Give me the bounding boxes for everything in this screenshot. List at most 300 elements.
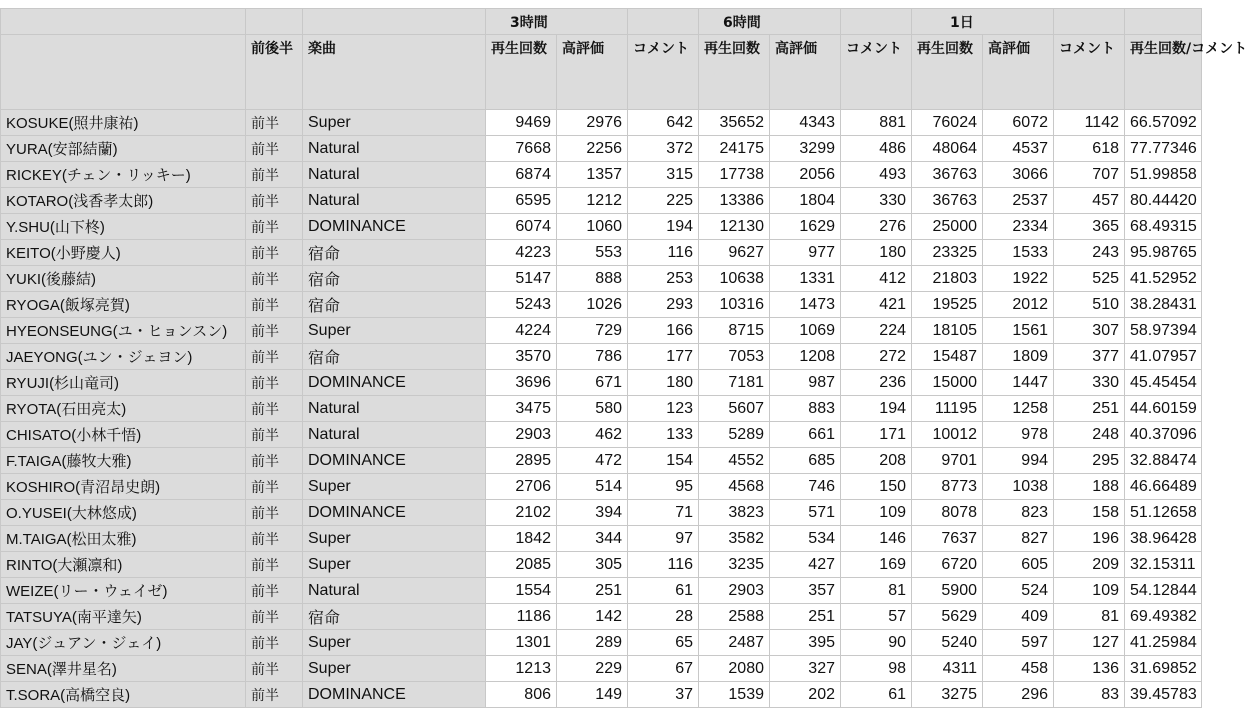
header-likes-1d[interactable]: 高評価 (983, 35, 1054, 110)
cell-likes-6h[interactable]: 977 (770, 240, 841, 266)
header-cell-blank[interactable] (1125, 9, 1202, 35)
cell-plays-per-comment[interactable]: 51.99858 (1125, 162, 1202, 188)
cell-likes-3h[interactable]: 1060 (557, 214, 628, 240)
cell-song[interactable]: Natural (303, 422, 486, 448)
cell-half[interactable]: 前半 (246, 604, 303, 630)
cell-member-name[interactable]: M.TAIGA(松田太雅) (1, 526, 246, 552)
cell-plays-3h[interactable]: 7668 (486, 136, 557, 162)
cell-plays-6h[interactable]: 10316 (699, 292, 770, 318)
cell-plays-1d[interactable]: 11195 (912, 396, 983, 422)
cell-plays-1d[interactable]: 15000 (912, 370, 983, 396)
cell-comments-3h[interactable]: 194 (628, 214, 699, 240)
cell-plays-per-comment[interactable]: 32.88474 (1125, 448, 1202, 474)
cell-likes-1d[interactable]: 409 (983, 604, 1054, 630)
cell-plays-per-comment[interactable]: 68.49315 (1125, 214, 1202, 240)
cell-likes-1d[interactable]: 1922 (983, 266, 1054, 292)
cell-comments-3h[interactable]: 28 (628, 604, 699, 630)
cell-plays-per-comment[interactable]: 32.15311 (1125, 552, 1202, 578)
cell-comments-6h[interactable]: 98 (841, 656, 912, 682)
cell-plays-6h[interactable]: 3823 (699, 500, 770, 526)
cell-comments-1d[interactable]: 510 (1054, 292, 1125, 318)
cell-plays-6h[interactable]: 13386 (699, 188, 770, 214)
cell-comments-3h[interactable]: 166 (628, 318, 699, 344)
cell-comments-6h[interactable]: 272 (841, 344, 912, 370)
cell-half[interactable]: 前半 (246, 214, 303, 240)
cell-likes-3h[interactable]: 305 (557, 552, 628, 578)
cell-plays-6h[interactable]: 2903 (699, 578, 770, 604)
cell-plays-3h[interactable]: 2895 (486, 448, 557, 474)
cell-likes-3h[interactable]: 786 (557, 344, 628, 370)
cell-likes-1d[interactable]: 6072 (983, 110, 1054, 136)
cell-plays-3h[interactable]: 2903 (486, 422, 557, 448)
cell-plays-per-comment[interactable]: 41.25984 (1125, 630, 1202, 656)
cell-likes-6h[interactable]: 661 (770, 422, 841, 448)
cell-comments-6h[interactable]: 169 (841, 552, 912, 578)
cell-comments-1d[interactable]: 618 (1054, 136, 1125, 162)
cell-plays-1d[interactable]: 4311 (912, 656, 983, 682)
cell-plays-6h[interactable]: 3582 (699, 526, 770, 552)
cell-half[interactable]: 前半 (246, 578, 303, 604)
header-plays-6h[interactable]: 再生回数 (699, 35, 770, 110)
cell-member-name[interactable]: RYOGA(飯塚亮賀) (1, 292, 246, 318)
cell-half[interactable]: 前半 (246, 526, 303, 552)
cell-likes-1d[interactable]: 1258 (983, 396, 1054, 422)
header-plays-3h[interactable]: 再生回数 (486, 35, 557, 110)
cell-comments-3h[interactable]: 116 (628, 552, 699, 578)
cell-likes-3h[interactable]: 553 (557, 240, 628, 266)
cell-song[interactable]: DOMINANCE (303, 682, 486, 708)
cell-likes-6h[interactable]: 571 (770, 500, 841, 526)
cell-comments-3h[interactable]: 61 (628, 578, 699, 604)
cell-plays-6h[interactable]: 5607 (699, 396, 770, 422)
cell-comments-1d[interactable]: 525 (1054, 266, 1125, 292)
cell-likes-3h[interactable]: 580 (557, 396, 628, 422)
cell-comments-3h[interactable]: 372 (628, 136, 699, 162)
cell-song[interactable]: Super (303, 630, 486, 656)
cell-likes-6h[interactable]: 1804 (770, 188, 841, 214)
cell-member-name[interactable]: YUKI(後藤結) (1, 266, 246, 292)
cell-song[interactable]: Super (303, 552, 486, 578)
cell-likes-3h[interactable]: 462 (557, 422, 628, 448)
cell-member-name[interactable]: RINTO(大瀬凛和) (1, 552, 246, 578)
cell-comments-1d[interactable]: 127 (1054, 630, 1125, 656)
cell-comments-6h[interactable]: 146 (841, 526, 912, 552)
cell-comments-6h[interactable]: 109 (841, 500, 912, 526)
cell-plays-1d[interactable]: 8078 (912, 500, 983, 526)
cell-likes-6h[interactable]: 534 (770, 526, 841, 552)
cell-comments-3h[interactable]: 37 (628, 682, 699, 708)
cell-comments-1d[interactable]: 209 (1054, 552, 1125, 578)
cell-plays-3h[interactable]: 1186 (486, 604, 557, 630)
cell-plays-1d[interactable]: 36763 (912, 188, 983, 214)
cell-likes-6h[interactable]: 1629 (770, 214, 841, 240)
cell-song[interactable]: Natural (303, 578, 486, 604)
cell-half[interactable]: 前半 (246, 370, 303, 396)
cell-member-name[interactable]: KOSHIRO(青沼昂史朗) (1, 474, 246, 500)
cell-plays-1d[interactable]: 23325 (912, 240, 983, 266)
cell-plays-per-comment[interactable]: 41.52952 (1125, 266, 1202, 292)
cell-comments-1d[interactable]: 243 (1054, 240, 1125, 266)
cell-likes-1d[interactable]: 1447 (983, 370, 1054, 396)
cell-plays-3h[interactable]: 806 (486, 682, 557, 708)
cell-plays-per-comment[interactable]: 54.12844 (1125, 578, 1202, 604)
cell-likes-3h[interactable]: 229 (557, 656, 628, 682)
cell-comments-1d[interactable]: 136 (1054, 656, 1125, 682)
cell-plays-6h[interactable]: 8715 (699, 318, 770, 344)
cell-plays-1d[interactable]: 21803 (912, 266, 983, 292)
cell-comments-6h[interactable]: 61 (841, 682, 912, 708)
cell-comments-6h[interactable]: 57 (841, 604, 912, 630)
cell-half[interactable]: 前半 (246, 474, 303, 500)
cell-half[interactable]: 前半 (246, 162, 303, 188)
cell-plays-3h[interactable]: 4224 (486, 318, 557, 344)
cell-likes-1d[interactable]: 4537 (983, 136, 1054, 162)
cell-member-name[interactable]: RYUJI(杉山竜司) (1, 370, 246, 396)
cell-likes-6h[interactable]: 251 (770, 604, 841, 630)
cell-comments-1d[interactable]: 295 (1054, 448, 1125, 474)
header-comments-6h[interactable]: コメント (841, 35, 912, 110)
cell-comments-1d[interactable]: 377 (1054, 344, 1125, 370)
cell-half[interactable]: 前半 (246, 188, 303, 214)
cell-plays-per-comment[interactable]: 44.60159 (1125, 396, 1202, 422)
cell-plays-per-comment[interactable]: 40.37096 (1125, 422, 1202, 448)
cell-comments-6h[interactable]: 236 (841, 370, 912, 396)
cell-half[interactable]: 前半 (246, 682, 303, 708)
cell-plays-6h[interactable]: 24175 (699, 136, 770, 162)
cell-half[interactable]: 前半 (246, 500, 303, 526)
cell-likes-1d[interactable]: 605 (983, 552, 1054, 578)
cell-likes-3h[interactable]: 251 (557, 578, 628, 604)
cell-member-name[interactable]: KOTARO(浅香孝太郎) (1, 188, 246, 214)
cell-plays-1d[interactable]: 5629 (912, 604, 983, 630)
cell-comments-3h[interactable]: 97 (628, 526, 699, 552)
cell-likes-6h[interactable]: 1473 (770, 292, 841, 318)
cell-comments-1d[interactable]: 109 (1054, 578, 1125, 604)
cell-member-name[interactable]: F.TAIGA(藤牧大雅) (1, 448, 246, 474)
cell-plays-3h[interactable]: 6874 (486, 162, 557, 188)
cell-likes-6h[interactable]: 427 (770, 552, 841, 578)
cell-plays-per-comment[interactable]: 31.69852 (1125, 656, 1202, 682)
header-cell-blank[interactable] (1054, 9, 1125, 35)
cell-half[interactable]: 前半 (246, 656, 303, 682)
cell-comments-1d[interactable]: 1142 (1054, 110, 1125, 136)
cell-likes-3h[interactable]: 344 (557, 526, 628, 552)
cell-song[interactable]: Natural (303, 396, 486, 422)
cell-member-name[interactable]: JAY(ジュアン・ジェイ) (1, 630, 246, 656)
cell-comments-3h[interactable]: 225 (628, 188, 699, 214)
cell-comments-6h[interactable]: 881 (841, 110, 912, 136)
header-likes-6h[interactable]: 高評価 (770, 35, 841, 110)
cell-comments-6h[interactable]: 224 (841, 318, 912, 344)
cell-member-name[interactable]: TATSUYA(南平達矢) (1, 604, 246, 630)
cell-song[interactable]: Natural (303, 136, 486, 162)
cell-plays-6h[interactable]: 2080 (699, 656, 770, 682)
cell-song[interactable]: 宿命 (303, 292, 486, 318)
cell-plays-1d[interactable]: 5900 (912, 578, 983, 604)
cell-plays-3h[interactable]: 3696 (486, 370, 557, 396)
cell-comments-6h[interactable]: 412 (841, 266, 912, 292)
header-cell-blank[interactable] (246, 9, 303, 35)
group-header-1d[interactable]: 1日 (912, 9, 1054, 35)
cell-plays-6h[interactable]: 3235 (699, 552, 770, 578)
cell-plays-per-comment[interactable]: 38.96428 (1125, 526, 1202, 552)
cell-member-name[interactable]: O.YUSEI(大林悠成) (1, 500, 246, 526)
cell-song[interactable]: DOMINANCE (303, 448, 486, 474)
cell-song[interactable]: Natural (303, 162, 486, 188)
cell-comments-6h[interactable]: 150 (841, 474, 912, 500)
cell-plays-6h[interactable]: 4552 (699, 448, 770, 474)
cell-plays-6h[interactable]: 35652 (699, 110, 770, 136)
cell-plays-1d[interactable]: 7637 (912, 526, 983, 552)
cell-member-name[interactable]: YURA(安部結蘭) (1, 136, 246, 162)
cell-song[interactable]: Super (303, 526, 486, 552)
cell-likes-3h[interactable]: 1357 (557, 162, 628, 188)
cell-plays-per-comment[interactable]: 80.44420 (1125, 188, 1202, 214)
cell-comments-1d[interactable]: 81 (1054, 604, 1125, 630)
cell-song[interactable]: DOMINANCE (303, 214, 486, 240)
cell-comments-1d[interactable]: 83 (1054, 682, 1125, 708)
cell-likes-6h[interactable]: 1069 (770, 318, 841, 344)
header-plays-1d[interactable]: 再生回数 (912, 35, 983, 110)
cell-song[interactable]: Natural (303, 188, 486, 214)
cell-likes-1d[interactable]: 1533 (983, 240, 1054, 266)
cell-plays-1d[interactable]: 8773 (912, 474, 983, 500)
header-plays-per-comment[interactable]: 再生回数/コメント (1125, 35, 1202, 110)
cell-likes-6h[interactable]: 1331 (770, 266, 841, 292)
cell-comments-6h[interactable]: 90 (841, 630, 912, 656)
cell-likes-6h[interactable]: 746 (770, 474, 841, 500)
cell-half[interactable]: 前半 (246, 240, 303, 266)
cell-half[interactable]: 前半 (246, 136, 303, 162)
cell-likes-3h[interactable]: 2256 (557, 136, 628, 162)
cell-plays-3h[interactable]: 6595 (486, 188, 557, 214)
header-comments-3h[interactable]: コメント (628, 35, 699, 110)
cell-plays-3h[interactable]: 6074 (486, 214, 557, 240)
cell-likes-6h[interactable]: 685 (770, 448, 841, 474)
cell-comments-3h[interactable]: 95 (628, 474, 699, 500)
cell-plays-per-comment[interactable]: 38.28431 (1125, 292, 1202, 318)
cell-half[interactable]: 前半 (246, 110, 303, 136)
cell-song[interactable]: 宿命 (303, 240, 486, 266)
cell-likes-6h[interactable]: 4343 (770, 110, 841, 136)
cell-comments-6h[interactable]: 330 (841, 188, 912, 214)
cell-plays-1d[interactable]: 10012 (912, 422, 983, 448)
cell-comments-1d[interactable]: 457 (1054, 188, 1125, 214)
cell-plays-6h[interactable]: 2487 (699, 630, 770, 656)
cell-likes-1d[interactable]: 823 (983, 500, 1054, 526)
header-song[interactable]: 楽曲 (303, 35, 486, 110)
cell-plays-3h[interactable]: 2706 (486, 474, 557, 500)
cell-member-name[interactable]: KEITO(小野慶人) (1, 240, 246, 266)
cell-plays-per-comment[interactable]: 45.45454 (1125, 370, 1202, 396)
cell-plays-6h[interactable]: 1539 (699, 682, 770, 708)
cell-plays-per-comment[interactable]: 69.49382 (1125, 604, 1202, 630)
cell-song[interactable]: DOMINANCE (303, 500, 486, 526)
cell-likes-6h[interactable]: 327 (770, 656, 841, 682)
cell-likes-6h[interactable]: 883 (770, 396, 841, 422)
cell-plays-6h[interactable]: 12130 (699, 214, 770, 240)
header-cell-name[interactable] (1, 35, 246, 110)
cell-likes-3h[interactable]: 1026 (557, 292, 628, 318)
cell-likes-3h[interactable]: 671 (557, 370, 628, 396)
cell-likes-6h[interactable]: 987 (770, 370, 841, 396)
cell-comments-6h[interactable]: 208 (841, 448, 912, 474)
cell-member-name[interactable]: T.SORA(高橋空良) (1, 682, 246, 708)
cell-likes-3h[interactable]: 149 (557, 682, 628, 708)
cell-likes-3h[interactable]: 394 (557, 500, 628, 526)
cell-likes-6h[interactable]: 357 (770, 578, 841, 604)
cell-comments-6h[interactable]: 493 (841, 162, 912, 188)
corner-cell[interactable] (1, 9, 246, 35)
cell-plays-3h[interactable]: 5147 (486, 266, 557, 292)
cell-plays-6h[interactable]: 10638 (699, 266, 770, 292)
cell-plays-3h[interactable]: 3570 (486, 344, 557, 370)
cell-plays-3h[interactable]: 4223 (486, 240, 557, 266)
cell-plays-3h[interactable]: 1213 (486, 656, 557, 682)
cell-comments-6h[interactable]: 81 (841, 578, 912, 604)
cell-member-name[interactable]: JAEYONG(ユン・ジェヨン) (1, 344, 246, 370)
cell-half[interactable]: 前半 (246, 344, 303, 370)
cell-half[interactable]: 前半 (246, 422, 303, 448)
cell-member-name[interactable]: SENA(澤井星名) (1, 656, 246, 682)
cell-comments-3h[interactable]: 116 (628, 240, 699, 266)
cell-song[interactable]: Super (303, 474, 486, 500)
cell-likes-3h[interactable]: 142 (557, 604, 628, 630)
cell-plays-6h[interactable]: 7053 (699, 344, 770, 370)
cell-comments-6h[interactable]: 276 (841, 214, 912, 240)
cell-member-name[interactable]: KOSUKE(照井康祐) (1, 110, 246, 136)
header-cell-blank[interactable] (841, 9, 912, 35)
cell-song[interactable]: DOMINANCE (303, 370, 486, 396)
cell-plays-6h[interactable]: 5289 (699, 422, 770, 448)
cell-member-name[interactable]: CHISATO(小林千悟) (1, 422, 246, 448)
cell-comments-3h[interactable]: 180 (628, 370, 699, 396)
cell-member-name[interactable]: RICKEY(チェン・リッキー) (1, 162, 246, 188)
cell-comments-1d[interactable]: 365 (1054, 214, 1125, 240)
cell-plays-3h[interactable]: 1301 (486, 630, 557, 656)
cell-likes-1d[interactable]: 458 (983, 656, 1054, 682)
cell-likes-1d[interactable]: 1561 (983, 318, 1054, 344)
cell-comments-6h[interactable]: 486 (841, 136, 912, 162)
cell-plays-6h[interactable]: 4568 (699, 474, 770, 500)
group-header-3h[interactable]: 3時間 (486, 9, 628, 35)
cell-likes-3h[interactable]: 729 (557, 318, 628, 344)
cell-likes-3h[interactable]: 289 (557, 630, 628, 656)
cell-comments-3h[interactable]: 133 (628, 422, 699, 448)
cell-likes-3h[interactable]: 472 (557, 448, 628, 474)
cell-half[interactable]: 前半 (246, 292, 303, 318)
cell-plays-1d[interactable]: 6720 (912, 552, 983, 578)
cell-plays-1d[interactable]: 3275 (912, 682, 983, 708)
cell-likes-3h[interactable]: 888 (557, 266, 628, 292)
cell-likes-6h[interactable]: 202 (770, 682, 841, 708)
cell-plays-per-comment[interactable]: 51.12658 (1125, 500, 1202, 526)
cell-member-name[interactable]: WEIZE(リー・ウェイゼ) (1, 578, 246, 604)
cell-likes-6h[interactable]: 3299 (770, 136, 841, 162)
cell-comments-3h[interactable]: 253 (628, 266, 699, 292)
cell-comments-3h[interactable]: 65 (628, 630, 699, 656)
cell-plays-per-comment[interactable]: 46.66489 (1125, 474, 1202, 500)
cell-comments-3h[interactable]: 177 (628, 344, 699, 370)
cell-comments-1d[interactable]: 707 (1054, 162, 1125, 188)
cell-plays-6h[interactable]: 9627 (699, 240, 770, 266)
cell-plays-1d[interactable]: 15487 (912, 344, 983, 370)
cell-likes-6h[interactable]: 2056 (770, 162, 841, 188)
cell-plays-1d[interactable]: 25000 (912, 214, 983, 240)
cell-comments-3h[interactable]: 154 (628, 448, 699, 474)
cell-member-name[interactable]: HYEONSEUNG(ユ・ヒョンスン) (1, 318, 246, 344)
cell-comments-6h[interactable]: 421 (841, 292, 912, 318)
cell-likes-3h[interactable]: 1212 (557, 188, 628, 214)
cell-song[interactable]: Super (303, 110, 486, 136)
cell-half[interactable]: 前半 (246, 318, 303, 344)
cell-plays-1d[interactable]: 48064 (912, 136, 983, 162)
cell-half[interactable]: 前半 (246, 630, 303, 656)
cell-plays-1d[interactable]: 76024 (912, 110, 983, 136)
cell-song[interactable]: Super (303, 656, 486, 682)
cell-plays-3h[interactable]: 5243 (486, 292, 557, 318)
cell-likes-1d[interactable]: 1809 (983, 344, 1054, 370)
cell-song[interactable]: 宿命 (303, 266, 486, 292)
header-comments-1d[interactable]: コメント (1054, 35, 1125, 110)
cell-comments-3h[interactable]: 642 (628, 110, 699, 136)
cell-likes-3h[interactable]: 2976 (557, 110, 628, 136)
header-likes-3h[interactable]: 高評価 (557, 35, 628, 110)
cell-likes-3h[interactable]: 514 (557, 474, 628, 500)
cell-comments-1d[interactable]: 158 (1054, 500, 1125, 526)
cell-plays-6h[interactable]: 17738 (699, 162, 770, 188)
header-cell-blank[interactable] (303, 9, 486, 35)
cell-plays-1d[interactable]: 36763 (912, 162, 983, 188)
cell-comments-1d[interactable]: 307 (1054, 318, 1125, 344)
cell-plays-6h[interactable]: 2588 (699, 604, 770, 630)
cell-plays-per-comment[interactable]: 95.98765 (1125, 240, 1202, 266)
cell-comments-3h[interactable]: 315 (628, 162, 699, 188)
cell-likes-6h[interactable]: 395 (770, 630, 841, 656)
cell-comments-6h[interactable]: 194 (841, 396, 912, 422)
cell-half[interactable]: 前半 (246, 552, 303, 578)
cell-plays-3h[interactable]: 1554 (486, 578, 557, 604)
cell-comments-3h[interactable]: 123 (628, 396, 699, 422)
cell-plays-1d[interactable]: 9701 (912, 448, 983, 474)
cell-likes-6h[interactable]: 1208 (770, 344, 841, 370)
cell-plays-per-comment[interactable]: 41.07957 (1125, 344, 1202, 370)
cell-likes-1d[interactable]: 296 (983, 682, 1054, 708)
cell-comments-6h[interactable]: 180 (841, 240, 912, 266)
cell-plays-6h[interactable]: 7181 (699, 370, 770, 396)
header-half[interactable]: 前後半 (246, 35, 303, 110)
cell-comments-1d[interactable]: 196 (1054, 526, 1125, 552)
cell-plays-3h[interactable]: 9469 (486, 110, 557, 136)
cell-likes-1d[interactable]: 827 (983, 526, 1054, 552)
cell-comments-1d[interactable]: 251 (1054, 396, 1125, 422)
cell-likes-1d[interactable]: 524 (983, 578, 1054, 604)
cell-song[interactable]: 宿命 (303, 604, 486, 630)
cell-plays-per-comment[interactable]: 39.45783 (1125, 682, 1202, 708)
cell-likes-1d[interactable]: 2334 (983, 214, 1054, 240)
cell-likes-1d[interactable]: 2012 (983, 292, 1054, 318)
cell-plays-3h[interactable]: 1842 (486, 526, 557, 552)
cell-likes-1d[interactable]: 3066 (983, 162, 1054, 188)
cell-comments-3h[interactable]: 71 (628, 500, 699, 526)
cell-comments-3h[interactable]: 67 (628, 656, 699, 682)
cell-plays-3h[interactable]: 3475 (486, 396, 557, 422)
cell-half[interactable]: 前半 (246, 448, 303, 474)
group-header-6h[interactable]: 6時間 (699, 9, 841, 35)
cell-likes-1d[interactable]: 1038 (983, 474, 1054, 500)
cell-likes-1d[interactable]: 978 (983, 422, 1054, 448)
cell-comments-1d[interactable]: 248 (1054, 422, 1125, 448)
